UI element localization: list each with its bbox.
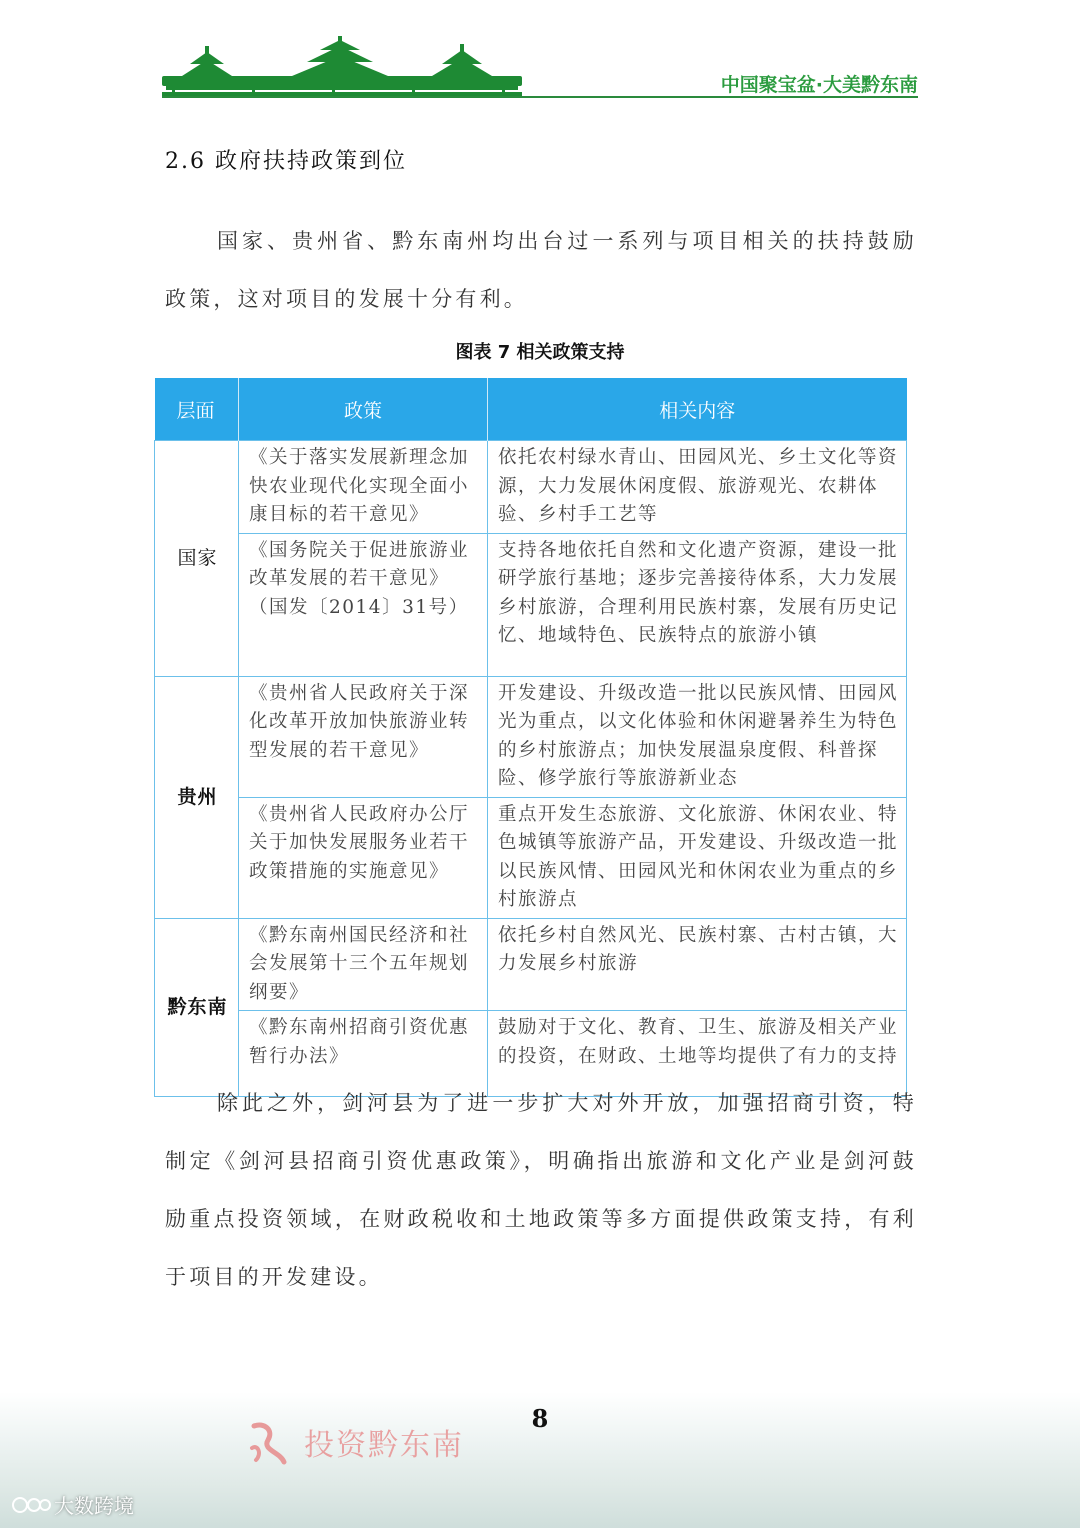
policy-cell: 《贵州省人民政府办公厅关于加快发展服务业若干政策措施的实施意见》 [239, 797, 488, 918]
level-cell-national: 国家 [155, 441, 239, 677]
policy-table [154, 378, 907, 1097]
table-row [155, 533, 907, 676]
header-slogan: 中国聚宝盆·大美黔东南 [720, 74, 918, 96]
content-cell: 重点开发生态旅游、文化旅游、休闲农业、特色城镇等旅游产品，开发建设、升级改造一批以民族风情、田园风光和休闲农业为重点的乡村旅游点 [488, 797, 907, 918]
watermark-text: 大数跨境 [54, 1494, 134, 1518]
table-caption: 图表 7 相关政策支持 [455, 342, 625, 363]
page-header [0, 0, 1080, 110]
policy-cell: 《关于落实发展新理念加快农业现代化实现全面小康目标的若干意见》 [239, 441, 488, 534]
policy-cell: 《贵州省人民政府关于深化改革开放加快旅游业转型发展的若干意见》 [239, 676, 488, 797]
table-header-row [155, 378, 907, 441]
footer-logo-text: 投资黔东南 [304, 1428, 464, 1463]
content-cell: 开发建设、升级改造一批以民族风情、田园风光为重点，以文化体验和休闲避暑养生为特色的乡村旅游点；加快发展温泉度假、科普探险、修学旅行等旅游新业态 [488, 676, 907, 797]
policy-cell: 《黔东南州招商引资优惠暂行办法》 [239, 1011, 488, 1097]
invest-logo-mark-icon [244, 1418, 294, 1468]
drum-tower-building-icon [162, 36, 522, 98]
content-cell: 支持各地依托自然和文化遗产资源，建设一批研学旅行基地；逐步完善接待体系，大力发展乡村旅游，合理利用民族村寨，发展有历史记忆、地域特色、民族特点的旅游小镇 [488, 533, 907, 676]
table-row [155, 441, 907, 534]
intro-paragraph: 国家、贵州省、黔东南州均出台过一系列与项目相关的扶持鼓励政策，这对项目的发展十分有利。 [165, 229, 917, 311]
table-row [155, 797, 907, 918]
column-header-policy: 政策 [239, 378, 488, 441]
content-cell: 依托乡村自然风光、民族村寨、古村古镇，大力发展乡村旅游 [488, 918, 907, 1011]
content-cell: 依托农村绿水青山、田园风光、乡土文化等资源，大力发展休闲度假、旅游观光、农耕体验、乡村手工艺等 [488, 441, 907, 534]
table-row [155, 676, 907, 797]
page-number: 8 [531, 1404, 549, 1433]
level-cell-guizhou: 贵州 [155, 676, 239, 918]
column-header-content: 相关内容 [488, 378, 907, 441]
policy-cell: 《国务院关于促进旅游业改革发展的若干意见》（国发〔2014〕31号） [239, 533, 488, 676]
section-heading: 2.6 政府扶持政策到位 [165, 149, 407, 174]
policy-cell: 《黔东南州国民经济和社会发展第十三个五年规划纲要》 [239, 918, 488, 1011]
column-header-level: 层面 [155, 378, 239, 441]
table-row [155, 918, 907, 1011]
level-cell-qiandongnan: 黔东南 [155, 918, 239, 1097]
closing-paragraph: 除此之外，剑河县为了进一步扩大对外开放，加强招商引资，特制定《剑河县招商引资优惠政策》，明确指出旅游和文化产业是剑河鼓励重点投资领域，在财政税收和土地政策等多方面提供政策支持，有利于项目的开发建设。 [165, 1091, 917, 1289]
watermark-logo-icon [12, 1494, 52, 1516]
content-cell: 鼓励对于文化、教育、卫生、旅游及相关产业的投资，在财政、土地等均提供了有力的支持 [488, 1011, 907, 1097]
